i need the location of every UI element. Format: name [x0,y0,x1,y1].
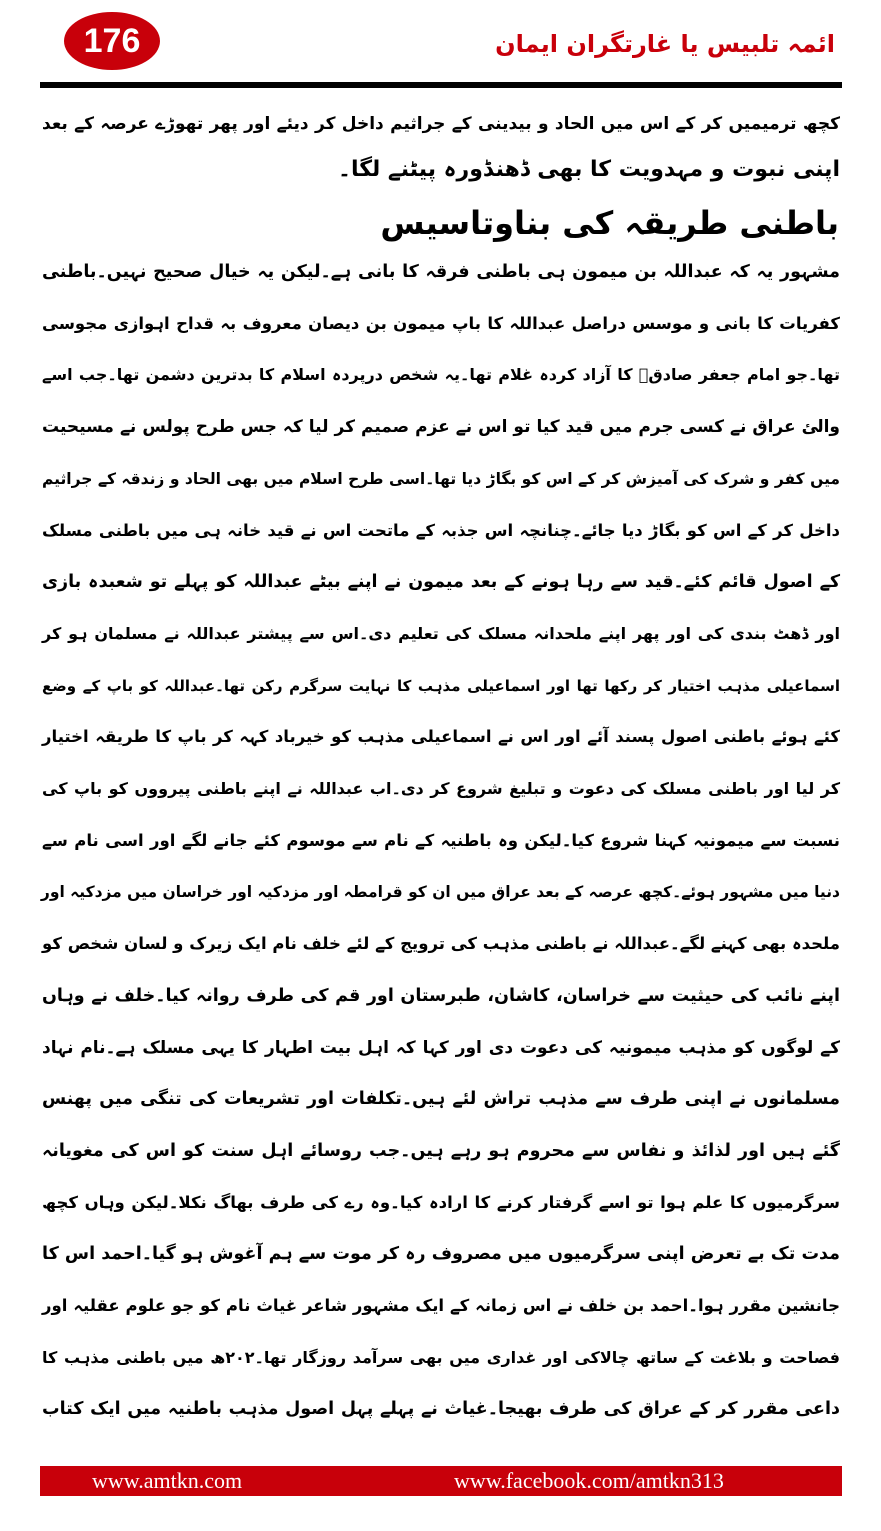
intro-line: کچھ ترمیمیں کر کے اس میں الحاد و بیدینی کے جراثیم داخل کر دیئے اور پھر تھوڑے عرصہ کے بعد [42,114,840,134]
intro-line: اپنی نبوت و مہدویت کا بھی ڈھنڈورہ پیٹنے لگا۔ [338,157,840,182]
body-line: کفریات کا بانی و موسس دراصل عبداللہ کا باپ میمون بن دیصان معروف بہ قداح اہوازی مجوسی [42,313,840,333]
body-line: گئے ہیں اور لذائذ و نفاس سے محروم ہو رہے ہیں۔جب روسائے اہل سنت کو اس کی مغویانہ [42,1140,840,1161]
body-line: فصاحت و بلاغت کے ساتھ چالاکی اور غداری میں بھی سرآمد روزگار تھا۔۲۰۲ھ میں باطنی مذہب کا [42,1347,840,1367]
body-line: میں کفر و شرک کی آمیزش کر کے اس کو بگاڑ دیا تھا۔اسی طرح اسلام میں بھی الحاد و زندقہ کے جراثیم [42,469,840,488]
body-line: والئ عراق نے کسی جرم میں قید کیا تو اس نے عزم صمیم کر لیا کہ جس طرح پولس نے مسیحیت [42,417,840,438]
body-line: نسبت سے میمونیہ کہنا شروع کیا۔لیکن وہ باطنیہ کے نام سے موسوم کئے جانے لگے اور اسی نام سے [42,830,840,850]
body-line: ملحدہ بھی کہنے لگے۔عبداللہ نے باطنی مذہب کی ترویج کے لئے خلف نام ایک زیرک و لسان شخص کو [42,934,840,954]
body-line: داعی مقرر کر کے عراق کی طرف بھیجا۔غیاث نے پہلے پہل اصول مذہب باطنیہ میں ایک کتاب [42,1399,840,1420]
website-link[interactable]: www.amtkn.com [92,1468,243,1493]
book-title: ائمہ تلبیس یا غارتگران ایمان [495,30,835,58]
body-line: جانشین مقرر ہوا۔احمد بن خلف نے اس زمانہ کے ایک مشہور شاعر غیاث نام کو جو علوم عقلیہ اور [42,1296,840,1315]
body-line: مشہور یہ کہ عبداللہ بن میمون ہی باطنی فرقہ کا بانی ہے۔لیکن یہ خیال صحیح نہیں۔باطنی [42,262,840,282]
body-line: اور ڈھٹ بندی کی اور پھر اپنے ملحدانہ مسلک کی تعلیم دی۔اس سے پیشتر عبداللہ نے مسلمان ہو کر [42,623,840,643]
facebook-link[interactable]: www.facebook.com/amtkn313 [454,1468,724,1493]
body-line: کر لیا اور باطنی مسلک کی دعوت و تبلیغ شروع کر دی۔اب عبداللہ نے اپنے باطنی پیرووں کو باپ کی [42,779,840,798]
body-line: کئے ہوئے باطنی اصول پسند آئے اور اس نے اسماعیلی مذہب کو خیرباد کہہ کر باپ کا طریقہ اختیار [42,727,840,747]
header-divider [40,82,842,88]
body-line: تھا۔جو امام جعفر صادقؒ کا آزاد کردہ غلام تھا۔یہ شخص درپردہ اسلام کا بدترین دشمن تھا۔جب اسے [42,365,840,385]
footer-bar [40,1466,842,1496]
body-line: کے لوگوں کو مذہب میمونیہ کی دعوت دی اور کہا کہ اہل بیت اطہار کا یہی مسلک ہے۔نام نہاد [42,1037,840,1058]
body-line: اسماعیلی مذہب اختیار کر رکھا تھا اور اسماعیلی مذہب کا نہایت سرگرم رکن تھا۔عبداللہ کو باپ کے وضع [42,676,840,695]
body-line: مسلمانوں نے اپنی طرف سے مذہب تراش لئے ہیں۔تکلفات اور تشریعات کی تنگی میں پھنس [42,1089,840,1110]
body-line: اپنے نائب کی حیثیت سے خراسان، کاشان، طبرستان اور قم کی طرف روانہ کیا۔خلف نے وہاں [42,985,840,1006]
body-line: سرگرمیوں کا علم ہوا تو اسے گرفتار کرنے کا ارادہ کیا۔وہ رے کی طرف بھاگ نکلا۔لیکن وہاں کچھ [42,1192,840,1212]
page-number-badge: 176 [64,12,160,70]
body-line: داخل کر کے اس کو بگاڑ دیا جائے۔چنانچہ اس جذبہ کے ماتحت اس نے قید خانہ ہی میں باطنی مسلک [42,520,840,540]
body-line: کے اصول قائم کئے۔قید سے رہا ہونے کے بعد میمون نے اپنے بیٹے عبداللہ کو پہلے تو شعبدہ بازی [42,572,840,593]
section-heading: باطنی طریقہ کی بناوتاسیس [380,204,839,242]
body-line: دنیا میں مشہور ہوئے۔کچھ عرصہ کے بعد عراق میں ان کو قرامطہ اور مزدکیہ اور خراسان میں مزدکیہ اور [40,883,840,902]
body-line: مدت تک بے تعرض اپنی سرگرمیوں میں مصروف رہ کر موت سے ہم آغوش ہو گیا۔احمد اس کا [42,1244,840,1265]
